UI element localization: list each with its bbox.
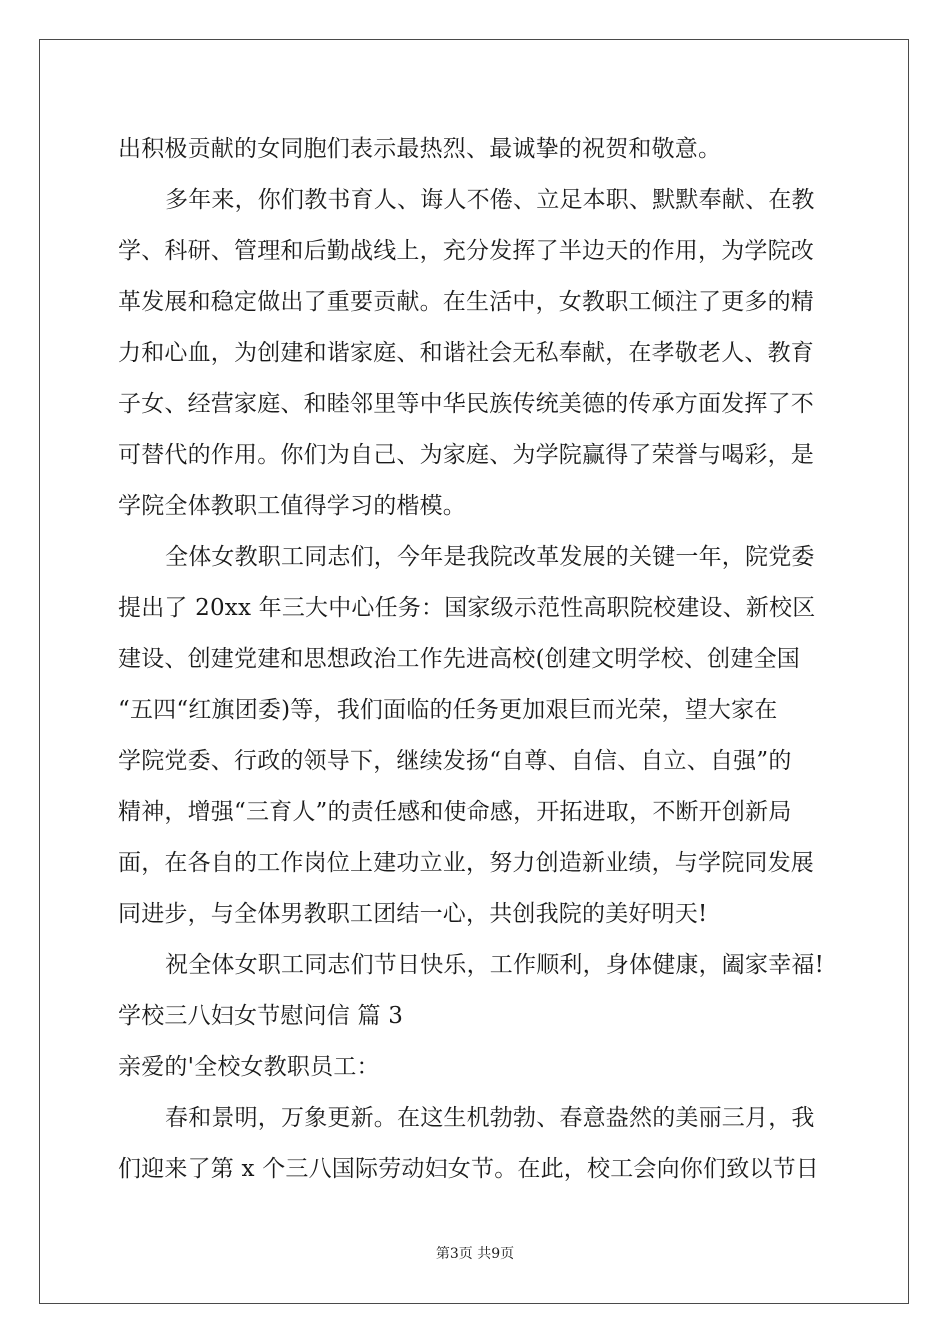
section-heading: 学校三八妇女节慰问信 篇 3: [118, 1003, 404, 1029]
text-line: 建设、创建党建和思想政治工作先进高校(创建文明学校、创建全国: [118, 646, 800, 672]
text-line: 精神，增强“三育人”的责任感和使命感，开拓进取，不断开创新局: [118, 799, 792, 825]
paragraph-start: 春和景明，万象更新。在这生机勃勃、春意盎然的美丽三月，我: [165, 1105, 815, 1131]
text-line: 学院全体教职工值得学习的楷模。: [118, 493, 466, 519]
text-line: 出积极贡献的女同胞们表示最热烈、最诚挚的祝贺和敬意。: [118, 136, 722, 162]
page-number: 第3页 共9页: [435, 1246, 515, 1262]
text-line: 革发展和稳定做出了重要贡献。在生活中，女教职工倾注了更多的精: [118, 289, 814, 315]
text-line: 力和心血，为创建和谐家庭、和谐社会无私奉献，在孝敬老人、教育: [118, 340, 814, 366]
text-line: 学、科研、管理和后勤战线上，充分发挥了半边天的作用，为学院改: [118, 238, 814, 264]
text-line: “五四“红旗团委)等，我们面临的任务更加艰巨而光荣，望大家在: [118, 697, 778, 723]
text-line: 子女、经营家庭、和睦邻里等中华民族传统美德的传承方面发挥了不: [118, 391, 814, 417]
paragraph-start: 祝全体女职工同志们节日快乐，工作顺利，身体健康，阖家幸福!: [165, 952, 825, 978]
paragraph-start: 全体女教职工同志们，今年是我院改革发展的关键一年，院党委: [165, 544, 815, 570]
text-line: 可替代的作用。你们为自己、为家庭、为学院赢得了荣誉与喝彩，是: [118, 442, 814, 468]
text-line: 学院党委、行政的领导下，继续发扬“自尊、自信、自立、自强”的: [118, 748, 792, 774]
text-line: 们迎来了第 x 个三八国际劳动妇女节。在此，校工会向你们致以节日: [118, 1156, 819, 1182]
salutation: 亲爱的'全校女教职员工：: [118, 1054, 380, 1080]
paragraph-start: 多年来，你们教书育人、诲人不倦、立足本职、默默奉献、在教: [165, 187, 815, 213]
text-line: 提出了 20xx 年三大中心任务：国家级示范性高职院校建设、新校区: [118, 595, 816, 621]
text-line: 同进步，与全体男教职工团结一心，共创我院的美好明天!: [118, 901, 708, 927]
text-line: 面，在各自的工作岗位上建功立业，努力创造新业绩，与学院同发展: [118, 850, 814, 876]
